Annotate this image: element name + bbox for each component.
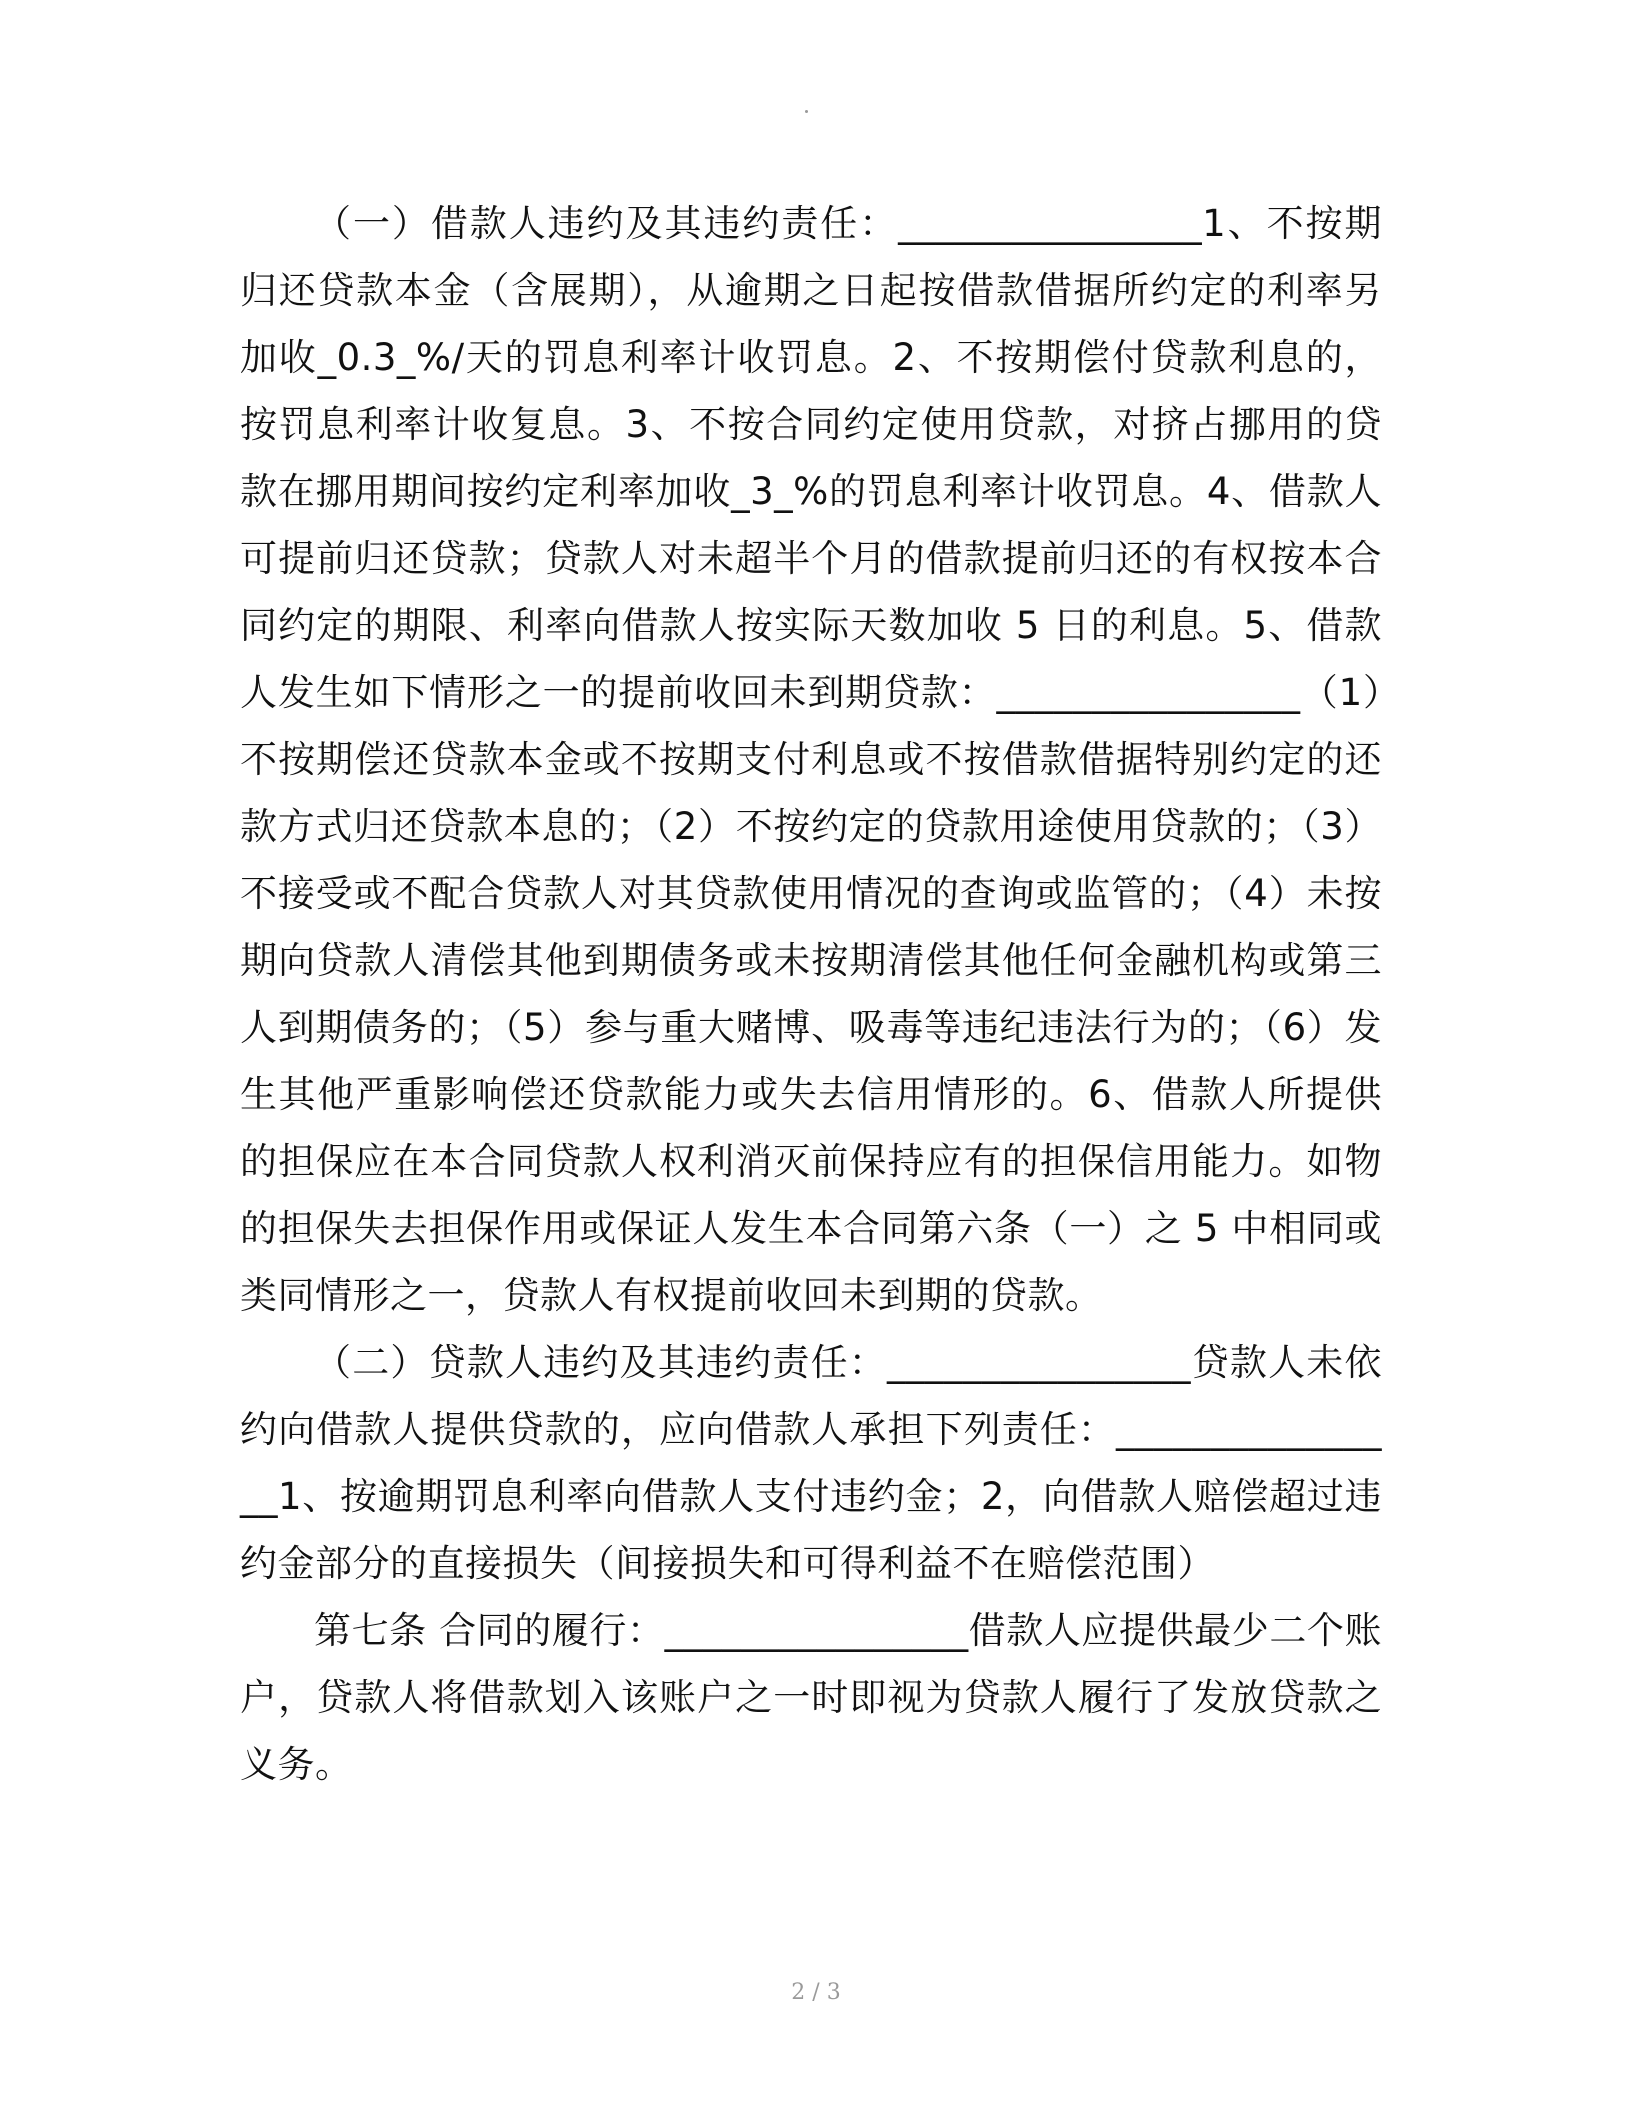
page-number: 2 / 3 bbox=[791, 1980, 841, 2005]
top-dot-mark bbox=[805, 110, 808, 113]
paragraph-borrower-default: （一）借款人违约及其违约责任：________________1、不按期归还贷款本金（含展期），从逾期之日起按借款借据所约定的利率另加收_0.3_%/天的罚息利率计收罚息。2、不按期偿付贷款利息的，按罚息利率计收复息。3、不按合同约定使用贷款，对挤占挪用的贷款在挪用期间按约定利率加收_3_%的罚息利率计收罚息。4、借款人可提前归还贷款；贷款人对未超半个月的借款提前归还的有权按本合同约定的期限、利率向借款人按实际天数加收 5 日的利息。5、借款人发生如下情形之一的提前收回未到期贷款：________________（1）不按期偿还贷款本金或不按期支付利息或不按借款借据特别约定的还款方式归还贷款本息的；（2）不按约定的贷款用途使用贷款的；（3）不接受或不配合贷款人对其贷款使用情况的查询或监管的；（4）未按期向贷款人清偿其他到期债务或未按期清偿其他任何金融机构或第三人到期债务的；（5）参与重大赌博、吸毒等违纪违法行为的；（6）发生其他严重影响偿还贷款能力或失去信用情形的。6、借款人所提供的担保应在本合同贷款人权利消灭前保持应有的担保信用能力。如物的担保失去担保作用或保证人发生本合同第六条（一）之 5 中相同或类同情形之一，贷款人有权提前收回未到期的贷款。 bbox=[240, 202, 1382, 1317]
paragraph-article-seven: 第七条 合同的履行：________________借款人应提供最少二个账户，贷款人将借款划入该账户之一时即视为贷款人履行了发放贷款之义务。 bbox=[240, 1609, 1382, 1786]
document-body bbox=[240, 190, 1382, 1798]
paragraph-lender-default: （二）贷款人违约及其违约责任：________________贷款人未依约向借款人提供贷款的，应向借款人承担下列责任：________________1、按逾期罚息利率向借款人支付违约金；2，向借款人赔偿超过违约金部分的直接损失（间接损失和可得利益不在赔偿范围） bbox=[240, 1341, 1382, 1585]
